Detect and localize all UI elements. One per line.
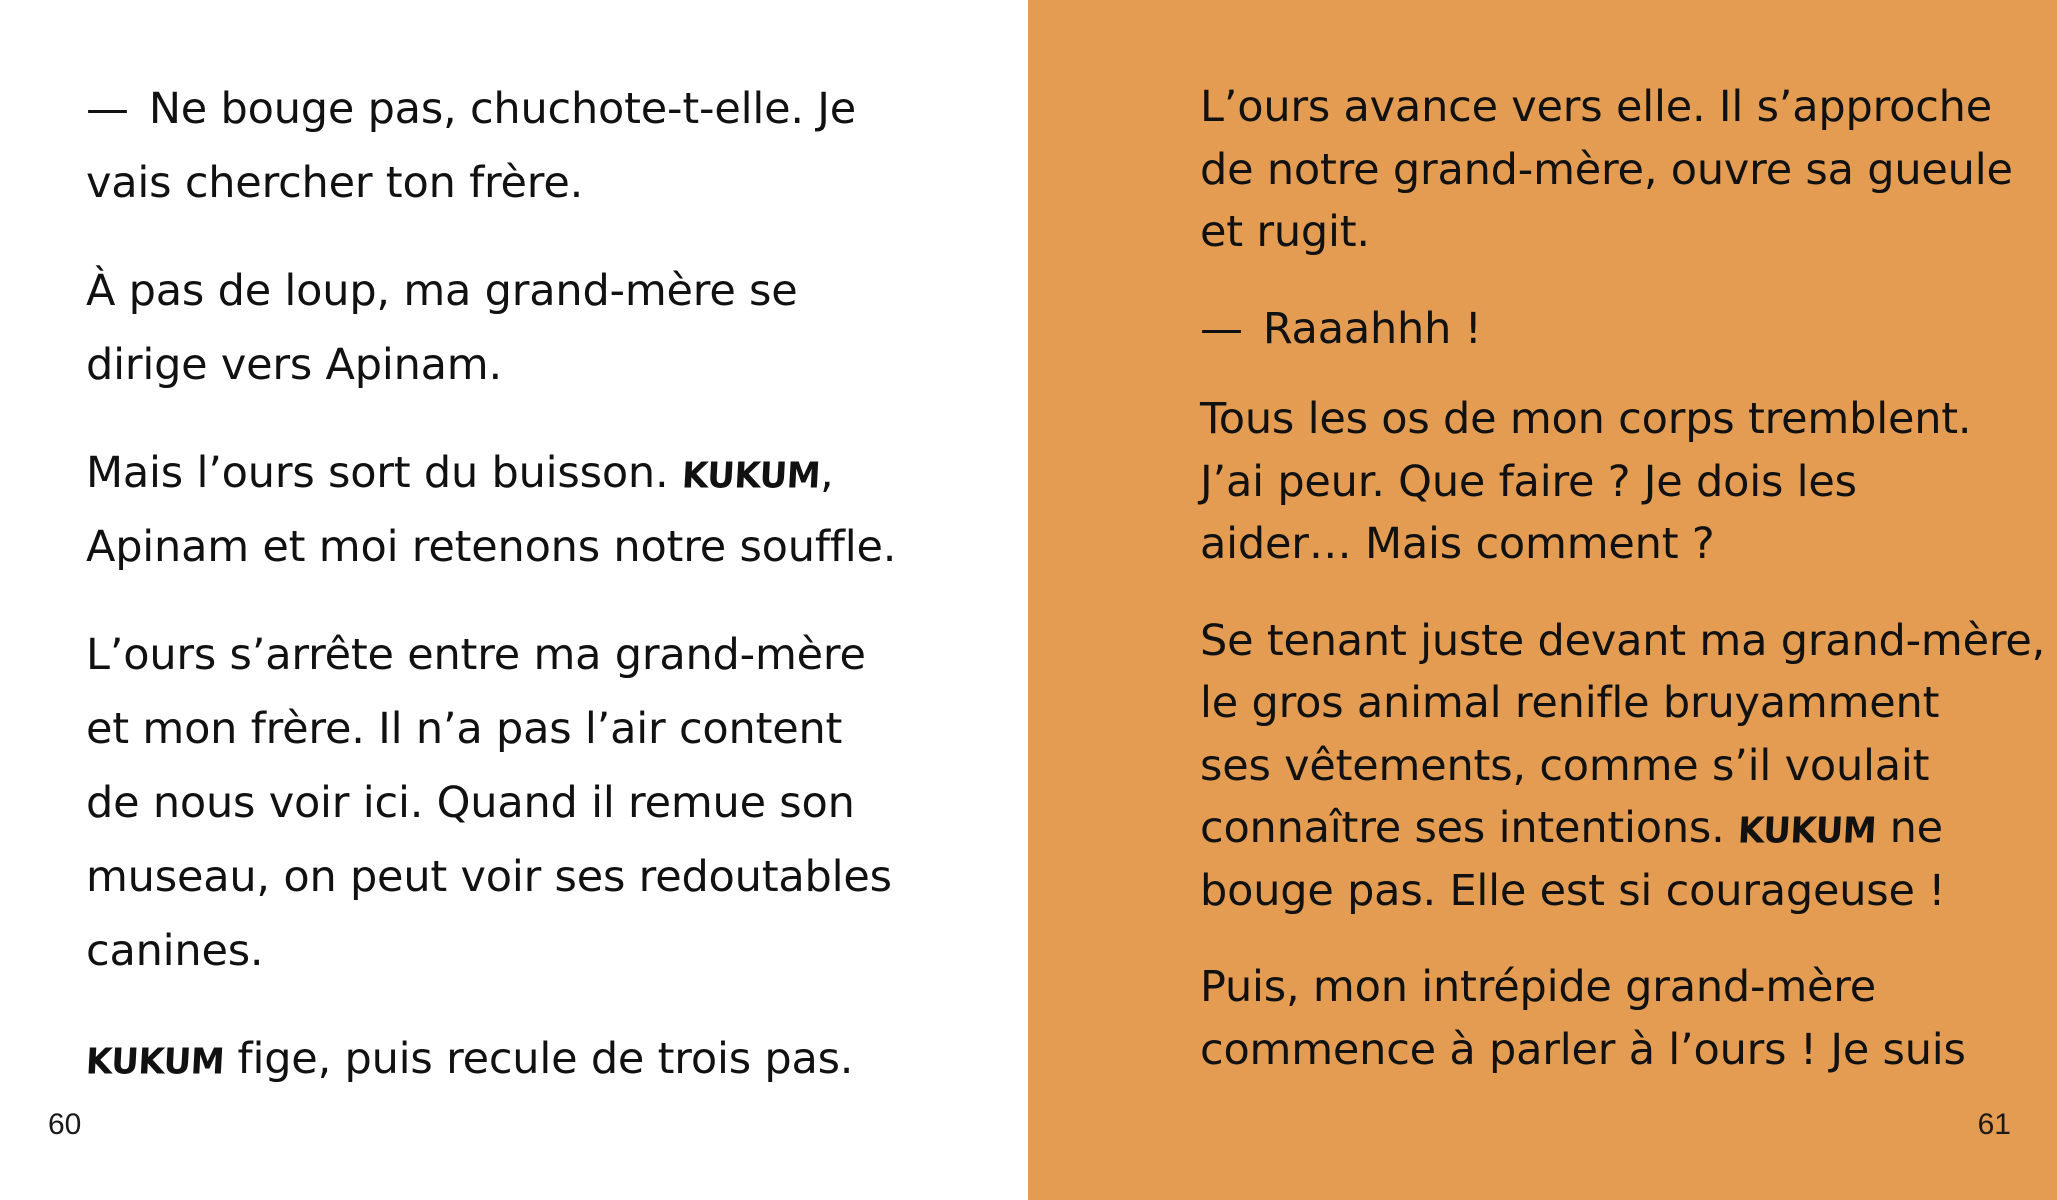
text-fragment: Mais l’ours sort du buisson.: [86, 448, 682, 498]
text-line: Puis, mon intrépide grand-mère: [1200, 962, 1877, 1012]
dialogue-dash: —: [1200, 303, 1243, 354]
dialogue-dash: —: [86, 84, 129, 134]
text-line: museau, on peut voir ses redoutables: [86, 852, 892, 902]
right-page: [1028, 0, 2057, 1200]
text-line: aider… Mais comment ?: [1200, 519, 1715, 569]
text-line: de nous voir ici. Quand il remue son: [86, 778, 855, 828]
text-line: le gros animal renifle bruyamment: [1200, 678, 1940, 728]
paragraph: [1200, 388, 2020, 576]
paragraph: [86, 618, 966, 988]
right-page-text: [1200, 76, 2046, 1115]
paragraph: [86, 436, 966, 584]
text-line: Tous les os de mon corps tremblent.: [1200, 394, 1972, 444]
left-page: [0, 0, 1028, 1200]
text-line: et rugit.: [1200, 207, 1370, 257]
text-line: [1200, 797, 2020, 860]
text-line: bouge pas. Elle est si courageuse !: [1200, 865, 1946, 916]
text-line: vais chercher ton frère.: [86, 158, 584, 208]
text-line: de notre grand-mère, ouvre sa gueule: [1200, 144, 2013, 195]
text-line: À pas de loup, ma grand-mère se: [86, 266, 798, 316]
paragraph: [1200, 956, 2020, 1081]
page-number: 61: [1977, 1108, 2011, 1141]
kukum-word: KUKUM: [680, 455, 822, 497]
left-page-text: [86, 72, 966, 1130]
text-line: [86, 1022, 966, 1096]
text-line: dirige vers Apinam.: [86, 340, 502, 390]
paragraph: [86, 72, 966, 220]
text-line: et mon frère. Il n’a pas l’air content: [86, 704, 843, 754]
text-line: Apinam et moi retenons notre souffle.: [86, 522, 897, 572]
text-line: ses vêtements, comme s’il voulait: [1200, 740, 1930, 791]
paragraph: [1200, 76, 2020, 264]
text-fragment: Raaahhh !: [1262, 303, 1482, 354]
kukum-word: KUKUM: [84, 1041, 226, 1083]
paragraph: [86, 254, 966, 402]
paragraph: [86, 1022, 966, 1096]
text-fragment: ,: [820, 448, 834, 498]
text-line: L’ours s’arrête entre ma grand-mère: [86, 630, 866, 680]
text-line: commence à parler à l’ours ! Je suis: [1200, 1024, 1966, 1075]
text-fragment: ne: [1876, 803, 1943, 853]
text-line: Se tenant juste devant ma grand-mère,: [1200, 615, 2046, 666]
text-line: [86, 436, 966, 510]
paragraph: [1200, 298, 2020, 361]
text-line: L’ours avance vers elle. Il s’approche: [1200, 82, 1992, 132]
text-fragment: fige, puis recule de trois pas.: [224, 1034, 854, 1084]
text-line: [1200, 298, 2020, 361]
paragraph: [1200, 610, 2046, 923]
text-line: canines.: [86, 926, 264, 976]
kukum-word: KUKUM: [1736, 809, 1878, 852]
text-line: [86, 72, 966, 146]
text-fragment: Ne bouge pas, chuchote-t-elle. Je: [148, 84, 856, 134]
page-number: 60: [48, 1108, 82, 1141]
text-line: J’ai peur. Que faire ? Je dois les: [1200, 456, 1857, 507]
text-fragment: connaître ses intentions.: [1200, 803, 1739, 853]
